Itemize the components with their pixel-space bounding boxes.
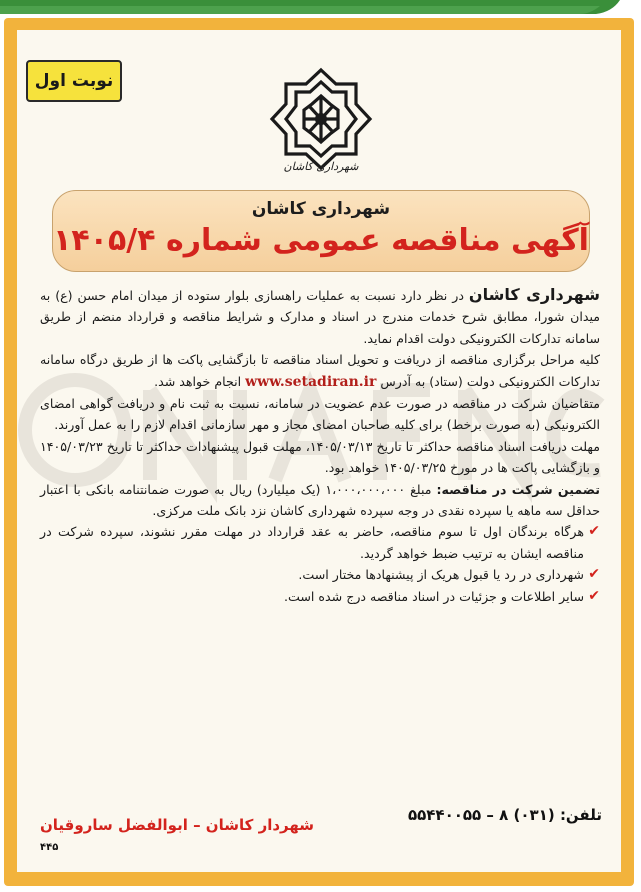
organization-name: شهرداری کاشان: [251, 199, 391, 219]
bullet-text: هرگاه برندگان اول تا سوم مناقصه، حاضر به عقد قرارداد در مهلت مقرر نشوند، سپرده شرکت در مناقصه ایشان به ترتیب ضبط خواهد گردید.: [40, 524, 584, 561]
bullet-text: شهرداری در رد یا قبول هریک از پیشنهادها مختار است.: [298, 567, 584, 583]
list-item: [40, 564, 600, 585]
tender-title: آگهی مناقصه عمومی شماره ۱۴۰۵/۴: [53, 223, 589, 258]
title-banner: [52, 190, 590, 272]
check-icon: ✔: [588, 523, 600, 540]
phone-label: تلفن:: [559, 806, 602, 824]
paragraph-process: [40, 349, 600, 393]
list-item: [40, 586, 600, 607]
paragraph-process-text: کلیه مراحل برگزاری مناقصه از دریافت و تحویل اسناد مناقصه تا بازگشایی پاکت ها از طریق درگاه سامانه تدارکات الکترونیکی دولت (ستاد) به آدرس: [40, 352, 600, 389]
guarantee-text: مبلغ ۱،۰۰۰،۰۰۰،۰۰۰ (یک میلیارد) ریال به صورت ضمانتنامه بانکی با اعتبار حداقل سه ماهه یا سپرده نقدی در وجه سپرده شهرداری کاشان نزد بانک ملت مرکزی.: [40, 481, 600, 519]
reference-number: ۴۴۵: [40, 842, 59, 853]
list-item: [40, 521, 600, 564]
first-publication-badge: نوبت اول: [26, 60, 122, 102]
paragraph-process-end: انجام خواهد شد.: [154, 373, 242, 389]
check-icon: ✔: [588, 566, 600, 583]
bullet-text: سایر اطلاعات و جزئیات در اسناد مناقصه درج شده است.: [284, 588, 584, 604]
paragraph-deadlines: مهلت دریافت اسناد مناقصه حداکثر تا تاریخ ۱۴۰۵/۰۳/۱۳، مهلت قبول پیشنهادات حداکثر تا تاریخ ۱۴۰۵/۰۳/۲۳ و بازگشایی پاکت ها در مورخ ۱۴۰۵/۰۳/۲۵ خواهد بود.: [40, 438, 600, 476]
ad-body: [40, 284, 600, 607]
paragraph-scope-text: در نظر دارد نسبت به عملیات راهسازی بلوار ستوده از میدان امام حسن (ع) به میدان شورا، مطابق شرح خدمات مندرج در اسناد و مدارک و شرایط مناقصه و قرارداد منضم از طریق سامانه تدارکات الکترونیکی دولت اقدام نماید.: [40, 288, 600, 346]
logo-caption: شهرداری کاشان: [283, 160, 359, 173]
paragraph-scope: [40, 284, 600, 349]
paragraph-guarantee: [40, 479, 600, 522]
guarantee-lead: تضمین شرکت در مناقصه:: [436, 481, 600, 497]
setad-website-link[interactable]: www.setadiran.ir: [245, 373, 377, 390]
paragraph-lead-org: شهرداری کاشان: [468, 285, 600, 304]
phone-row: [330, 806, 602, 824]
mayor-signature: شهردار کاشان – ابوالفضل ساروقیان: [40, 816, 315, 834]
paragraph-registration: متقاضیان شرکت در مناقصه در صورت عدم عضویت در سامانه، نسبت به ثبت نام و دریافت گواهی امضای الکترونیکی (به صورت برخط) برای کلیه صاحبان امضای مجاز و مهر سازمانی اقدام لازم را به عمل آورند.: [40, 396, 600, 433]
phone-number: ۵۵۴۴۰۰۵۵ – ۸ (۰۳۱): [407, 806, 555, 824]
check-icon: ✔: [588, 587, 600, 604]
